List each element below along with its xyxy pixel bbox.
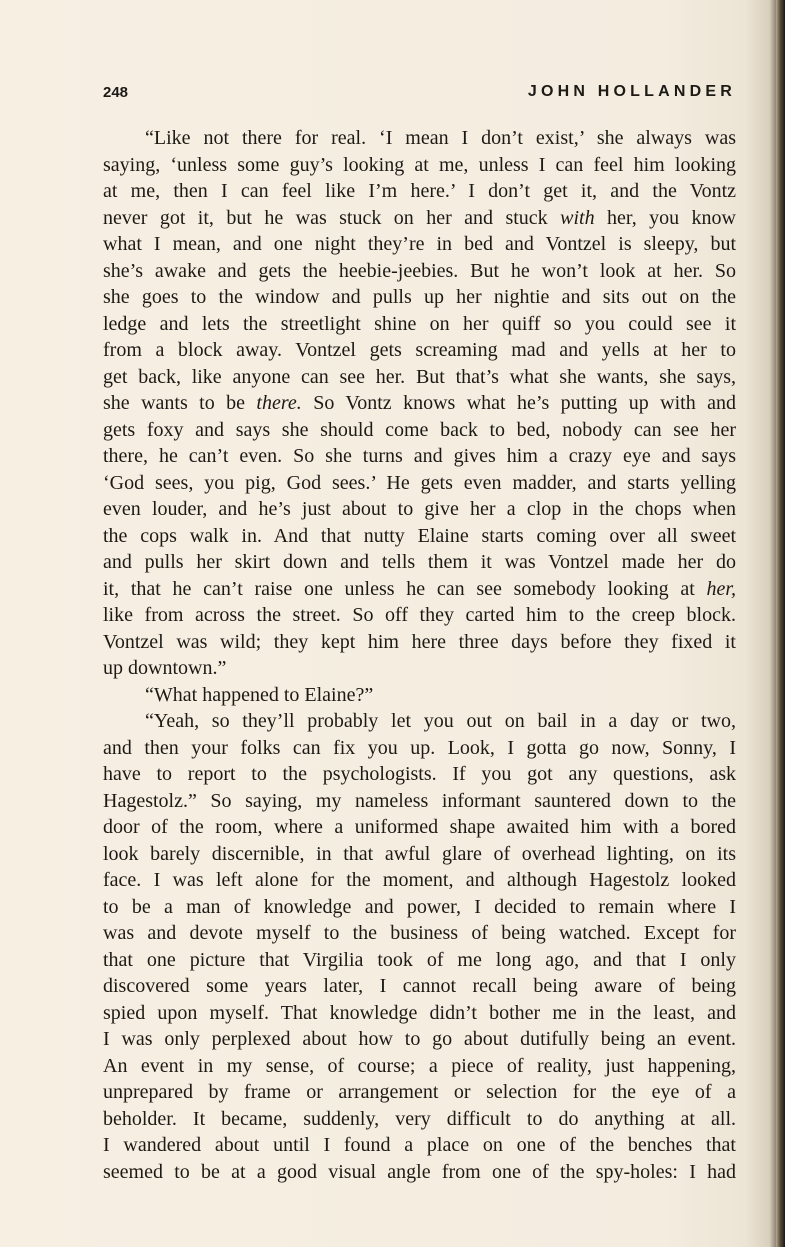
text-line: to be a man of knowledge and power, I decided to remain where I [103, 895, 736, 918]
text-line [103, 390, 736, 417]
running-head-author: JOHN HOLLANDER [527, 83, 736, 100]
text-line: there, he can’t even. So she turns and gives him a crazy eye and says [103, 445, 736, 467]
text-line: An event in my sense, of course; a piece of reality, just happening, [103, 1054, 736, 1077]
text-line: gets foxy and says she should come back to bed, nobody can see her [103, 418, 736, 441]
text-line: and pulls her skirt down and tells them it was Vontzel made her do [103, 551, 736, 573]
text-line: that one picture that Virgilia took of me long ago, and that I only [103, 948, 736, 971]
text-line: saying, ‘unless some guy’s looking at me, unless I can feel him looking [103, 153, 736, 176]
text-line: from a block away. Vontzel gets screaming mad and yells at her to [103, 339, 736, 361]
text-segment: never got it, but he was stuck on her and stuck [103, 206, 561, 229]
text-line: Vontzel was wild; they kept him here three days before they fixed it [103, 630, 736, 653]
text-line: Hagestolz.” So saying, my nameless informant sauntered down to the [103, 789, 736, 812]
text-line: even louder, and he’s just about to give her a clop in the chops when [103, 498, 736, 520]
text-line: I was only perplexed about how to go about dutifully being an event. [103, 1028, 736, 1050]
text-line: at me, then I can feel like I’m here.’ I don’t get it, and the Vontz [103, 180, 736, 202]
text-line: door of the room, where a uniformed shape awaited him with a bored [103, 816, 736, 838]
text-line: was and devote myself to the business of being watched. Except for [103, 922, 736, 944]
text-segment: she wants to be [103, 392, 257, 414]
text-line: “What happened to Elaine?” [145, 683, 374, 706]
text-line: get back, like anyone can see her. But that’s what she wants, she says, [103, 365, 736, 388]
text-segment: So Vontz knows what he’s putting up with and [301, 392, 736, 414]
text-line: she goes to the window and pulls up her nightie and sits out on the [103, 286, 736, 308]
text-line: what I mean, and one night they’re in bed and Vontzel is sleepy, but [103, 233, 736, 255]
page-number: 248 [103, 84, 129, 101]
text-line: ledge and lets the streetlight shine on her quiff so you could see it [103, 312, 736, 335]
text-line: and then your folks can fix you up. Look, I gotta go now, Sonny, I [103, 736, 736, 759]
text-line: face. I was left alone for the moment, and although Hagestolz looked [103, 869, 736, 891]
body-text [103, 125, 736, 1185]
text-line: she’s awake and gets the heebie-jeebies. But he won’t look at her. So [103, 259, 736, 282]
text-line: ‘God sees, you pig, God sees.’ He gets even madder, and starts yelling [103, 471, 736, 494]
italic-emphasis: there. [256, 392, 302, 414]
text-line [103, 205, 736, 232]
text-line: unprepared by frame or arrangement or selection for the eye of a [103, 1081, 736, 1103]
text-line [103, 576, 736, 603]
text-line: discovered some years later, I cannot recall being aware of being [103, 975, 736, 997]
text-line: look barely discernible, in that awful glare of overhead lighting, on its [103, 842, 736, 865]
text-line: I wandered about until I found a place on one of the benches that [103, 1134, 736, 1156]
text-line: “Like not there for real. ‘I mean I don’t exist,’ she always was [145, 127, 736, 149]
text-line: spied upon myself. That knowledge didn’t bother me in the least, and [103, 1001, 736, 1024]
italic-emphasis: her, [706, 577, 736, 600]
text-line: seemed to be at a good visual angle from one of the spy-holes: I had [103, 1160, 736, 1183]
text-line: up downtown.” [103, 657, 227, 679]
page-gutter-shadow [776, 0, 785, 1247]
text-segment: her, you know [594, 206, 737, 229]
text-line: “Yeah, so they’ll probably let you out on bail in a day or two, [145, 710, 736, 732]
text-line: the cops walk in. And that nutty Elaine starts coming over all sweet [103, 524, 736, 547]
text-line: have to report to the psychologists. If you got any questions, ask [103, 763, 736, 785]
italic-emphasis: with [560, 206, 595, 229]
text-segment: it, that he can’t raise one unless he can see somebody looking at [103, 577, 707, 600]
page-header [103, 84, 736, 110]
text-line: like from across the street. So off they carted him to the creep block. [103, 604, 736, 626]
text-line: beholder. It became, suddenly, very difficult to do anything at all. [103, 1107, 736, 1130]
